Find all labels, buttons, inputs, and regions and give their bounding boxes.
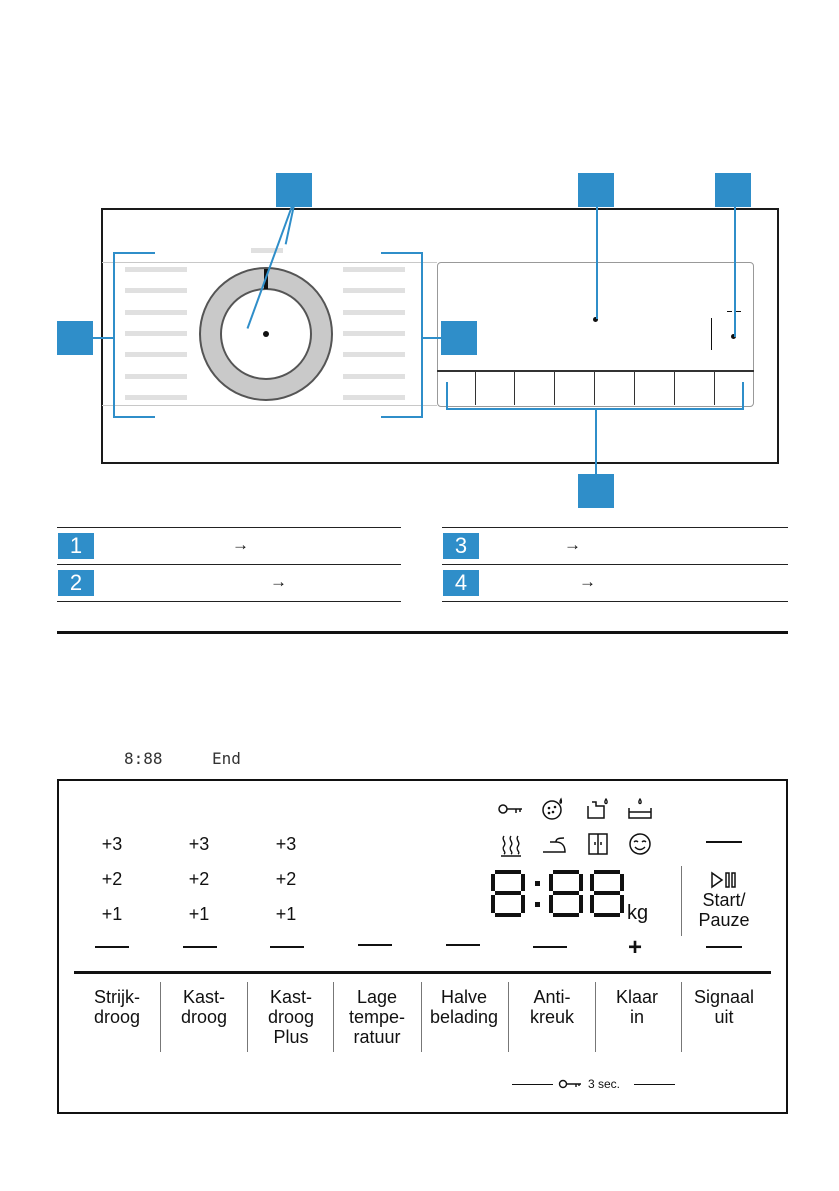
callout-programs: [57, 321, 93, 355]
cotton-ball-icon: [540, 796, 568, 822]
button-kastdroog-plus[interactable]: [256, 987, 326, 1047]
bracket-left: [113, 416, 155, 418]
button-kastdroog[interactable]: [169, 987, 239, 1027]
label-line: uit: [714, 1007, 734, 1027]
button-separator: [634, 372, 635, 405]
callout-dial: [276, 173, 312, 207]
level-plus2: +2: [101, 869, 123, 889]
segment: [495, 870, 521, 874]
callout-buttons: [578, 474, 614, 508]
button-separator: [681, 982, 682, 1052]
indicator-dash: [533, 946, 567, 948]
plus-button[interactable]: +: [628, 934, 643, 961]
label-line: Halve: [440, 987, 488, 1007]
button-antikreuk[interactable]: [517, 987, 587, 1027]
segment: [521, 874, 525, 891]
segment: [521, 895, 525, 913]
button-separator: [595, 982, 596, 1052]
segment: [491, 895, 495, 913]
button-separator: [554, 372, 555, 405]
small-dash: [727, 311, 732, 312]
indicator-dash: [706, 946, 742, 948]
label-line: Kast-: [269, 987, 312, 1007]
segment: [549, 895, 553, 913]
legend-divider: [57, 564, 401, 565]
water-tray-icon: [626, 796, 654, 822]
start-button-outline: [711, 318, 712, 350]
legend-number: 3: [443, 533, 479, 559]
key-icon: [497, 797, 525, 823]
water-container-icon: [584, 796, 612, 822]
program-label: [343, 288, 405, 293]
label-line: droog: [93, 1007, 141, 1027]
legend-divider: [57, 601, 401, 602]
lock-hint-line: [512, 1084, 553, 1085]
button-separator: [674, 372, 675, 405]
button-row-outline: [437, 370, 754, 372]
segment: [579, 874, 583, 891]
button-separator: [247, 982, 248, 1052]
indicator-dash: [358, 944, 392, 946]
label-line: ratuur: [353, 1027, 401, 1047]
legend-number: 2: [58, 570, 94, 596]
button-klaar-in[interactable]: [604, 987, 670, 1027]
legend-arrow: →: [564, 535, 581, 554]
program-label: [125, 374, 187, 379]
level-plus1: +1: [275, 904, 297, 924]
segment: [553, 913, 579, 917]
segment: [553, 870, 579, 874]
level-plus1: +1: [188, 904, 210, 924]
level-plus3: +3: [188, 834, 210, 854]
segment: [620, 874, 624, 891]
segment: [553, 891, 579, 895]
level-plus3: +3: [275, 834, 297, 854]
bracket-right: [381, 252, 423, 254]
label-line: Klaar: [615, 987, 659, 1007]
legend-arrow: →: [579, 572, 596, 591]
legend-arrow: →: [232, 535, 249, 554]
label-line: Plus: [273, 1027, 309, 1047]
level-plus1: +1: [101, 904, 123, 924]
program-label-top: [251, 248, 283, 253]
segment: [594, 913, 620, 917]
label-line: kreuk: [529, 1007, 574, 1027]
program-label: [125, 310, 187, 315]
bracket-right: [381, 416, 423, 418]
label-line: droog: [180, 1007, 228, 1027]
button-lage-temperatuur[interactable]: [340, 987, 414, 1047]
label-line: tempe-: [348, 1007, 406, 1027]
bracket-bottom: [742, 382, 744, 410]
legend-divider: [57, 527, 401, 528]
program-label: [343, 267, 405, 272]
colon-dot: [535, 881, 540, 886]
segment: [594, 870, 620, 874]
wardrobe-icon: [584, 831, 612, 857]
bracket-left: [113, 252, 155, 254]
segment: [590, 874, 594, 891]
program-label: [343, 331, 405, 336]
level-plus2: +2: [275, 869, 297, 889]
iron-icon: [540, 832, 568, 858]
segment: [491, 874, 495, 891]
label-line: Strijk-: [94, 987, 140, 1007]
segment: [594, 891, 620, 895]
button-separator: [333, 982, 334, 1052]
bracket-right: [421, 252, 423, 418]
bracket-left: [113, 252, 115, 418]
indicator-dash: [270, 946, 304, 948]
lock-hint-text: 3 sec.: [588, 1077, 621, 1091]
program-label: [125, 395, 187, 400]
segment: [549, 874, 553, 891]
colon-dot: [535, 902, 540, 907]
program-label: [343, 374, 405, 379]
button-separator: [714, 372, 715, 405]
button-separator: [514, 372, 515, 405]
legend-divider: [442, 601, 788, 602]
indicator-dash: [706, 841, 742, 843]
legend-number: 4: [443, 570, 479, 596]
legend-divider: [442, 564, 788, 565]
button-signaal-uit[interactable]: [686, 987, 762, 1027]
segment: [495, 891, 521, 895]
segment: [620, 895, 624, 913]
smiley-icon: [626, 831, 654, 857]
program-label: [343, 395, 405, 400]
program-label: [343, 352, 405, 357]
indicator-dash: [183, 946, 217, 948]
indicator-dash: [446, 944, 480, 946]
button-halve-belading[interactable]: [424, 987, 504, 1027]
callout-start: [715, 173, 751, 207]
weight-unit-label: kg: [627, 902, 649, 924]
start-separator: [681, 866, 682, 936]
bracket-bottom: [446, 382, 448, 410]
button-strijkdroog[interactable]: [82, 987, 152, 1027]
callout-display: [578, 173, 614, 207]
label-line: Anti-: [533, 987, 571, 1007]
legend-arrow: →: [270, 572, 287, 591]
button-separator: [475, 372, 476, 405]
legend-divider: [442, 527, 788, 528]
segment: [579, 895, 583, 913]
button-separator: [508, 982, 509, 1052]
small-dash: [736, 311, 741, 312]
label-line: Lage: [356, 987, 398, 1007]
level-plus2: +2: [188, 869, 210, 889]
bracket-left: [93, 337, 113, 339]
label-line: Signaal: [693, 987, 755, 1007]
display-end-example: End: [212, 749, 241, 768]
program-label: [125, 267, 187, 272]
label-line: Start/: [702, 890, 746, 910]
label-line: droog: [267, 1007, 315, 1027]
connector-line: [734, 207, 736, 337]
segment: [495, 913, 521, 917]
start-pause-button[interactable]: [690, 890, 758, 930]
label-line: belading: [429, 1007, 499, 1027]
display-time-example: 8:88: [124, 749, 163, 768]
play-pause-icon: [709, 870, 739, 890]
label-line: in: [629, 1007, 644, 1027]
button-separator: [594, 372, 595, 405]
callout-anchor-dot: [263, 331, 269, 337]
key-icon: [558, 1076, 584, 1092]
segment: [590, 895, 594, 913]
legend-number: 1: [58, 533, 94, 559]
label-line: Kast-: [182, 987, 225, 1007]
label-line: Pauze: [698, 910, 750, 930]
program-label: [343, 310, 405, 315]
lock-hint-line: [634, 1084, 675, 1085]
bracket-bottom: [595, 408, 597, 474]
button-separator: [421, 982, 422, 1052]
program-label: [125, 288, 187, 293]
program-label: [125, 352, 187, 357]
level-plus3: +3: [101, 834, 123, 854]
indicator-dash: [95, 946, 129, 948]
program-label: [125, 331, 187, 336]
bracket-right: [421, 337, 441, 339]
section-rule: [57, 631, 788, 634]
connector-line: [596, 207, 598, 319]
panel-divider: [74, 971, 771, 974]
panel-bottom-line: [102, 405, 437, 406]
heat-icon: [497, 832, 525, 858]
control-panel: [57, 779, 788, 1114]
button-separator: [160, 982, 161, 1052]
